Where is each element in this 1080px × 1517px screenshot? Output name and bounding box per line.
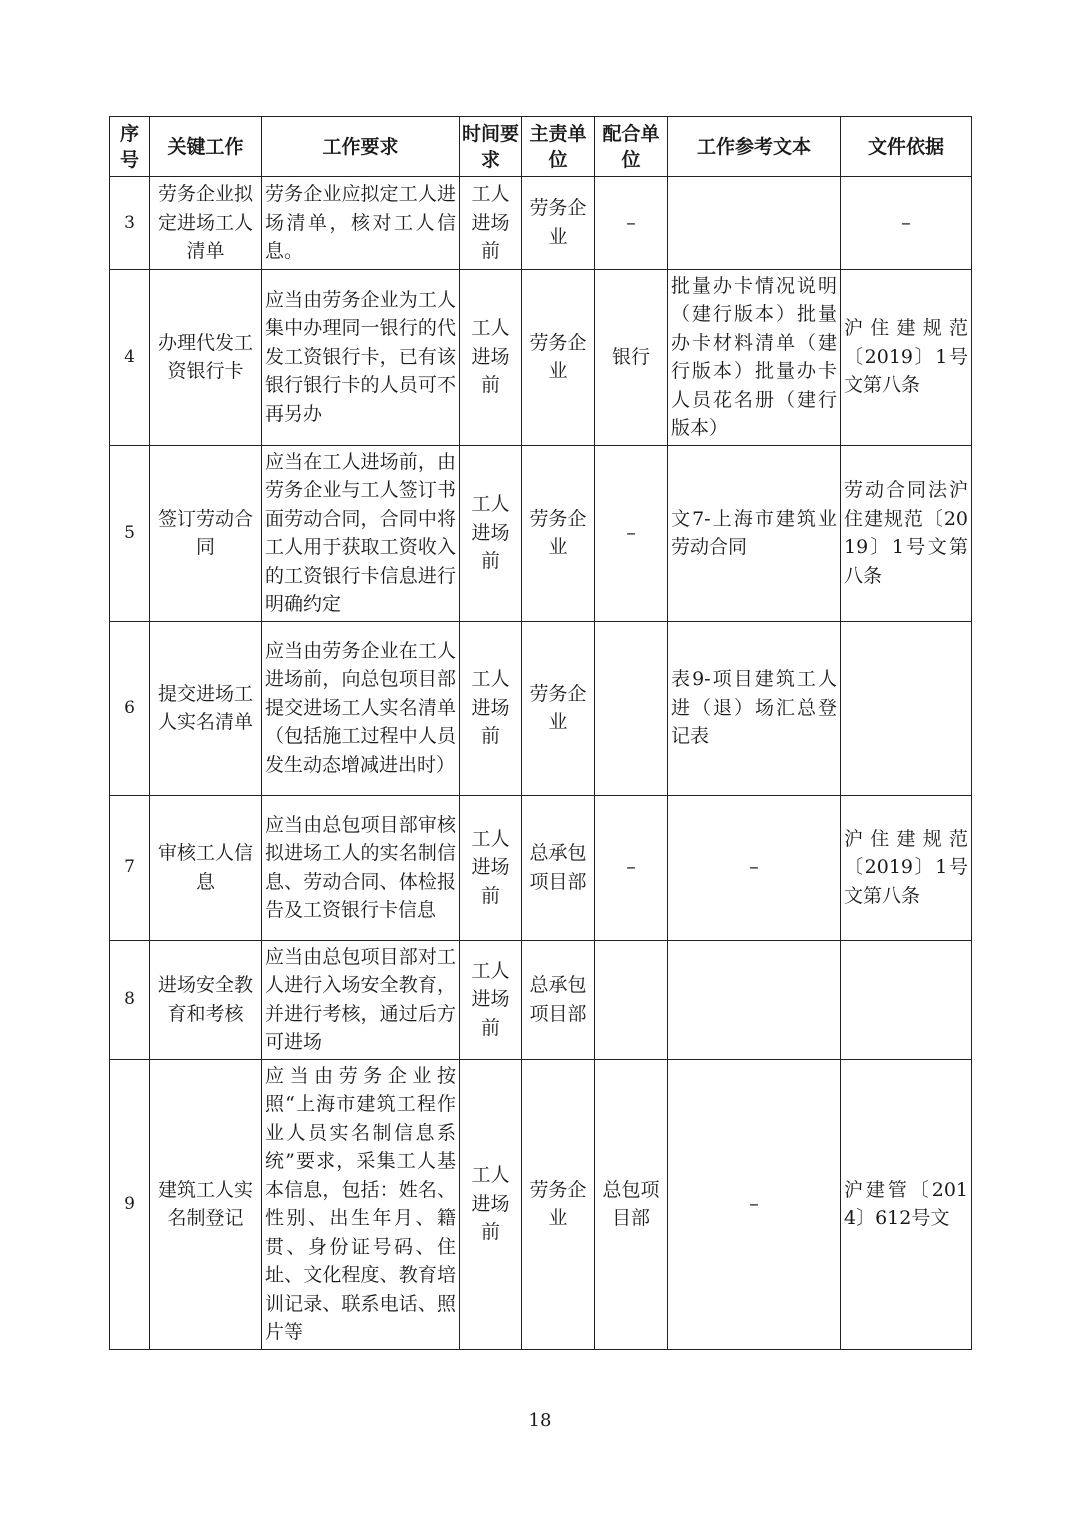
cell-lead: 总承包项目部 xyxy=(522,940,595,1059)
cell-basis: 沪住建规范〔2019〕1号文第八条 xyxy=(841,269,972,445)
cell-requirement: 应当由劳务企业在工人进场前，向总包项目部提交进场工人实名清单（包括施工过程中人员发生动态增减进出时） xyxy=(262,621,460,795)
cell-time: 工人进场前 xyxy=(460,940,522,1059)
header-row xyxy=(110,117,972,177)
table-row xyxy=(110,177,972,270)
cell-lead: 劳务企业 xyxy=(522,177,595,270)
cell-seq: 8 xyxy=(110,940,150,1059)
header-time: 时间要求 xyxy=(460,117,522,177)
cell-work: 办理代发工资银行卡 xyxy=(150,269,262,445)
cell-coop: – xyxy=(595,177,668,270)
cell-basis xyxy=(841,940,972,1059)
cell-requirement: 劳务企业应拟定工人进场清单，核对工人信息。 xyxy=(262,177,460,270)
cell-coop: 银行 xyxy=(595,269,668,445)
cell-time: 工人进场前 xyxy=(460,269,522,445)
cell-reference: – xyxy=(668,795,841,940)
cell-requirement: 应当由总包项目部审核拟进场工人的实名制信息、劳动合同、体检报告及工资银行卡信息 xyxy=(262,795,460,940)
cell-reference xyxy=(668,940,841,1059)
cell-time: 工人进场前 xyxy=(460,621,522,795)
cell-coop xyxy=(595,940,668,1059)
cell-basis xyxy=(841,621,972,795)
cell-time: 工人进场前 xyxy=(460,445,522,621)
cell-work: 建筑工人实名制登记 xyxy=(150,1059,262,1349)
cell-work: 审核工人信息 xyxy=(150,795,262,940)
table-row xyxy=(110,1059,972,1349)
cell-requirement: 应当在工人进场前，由劳务企业与工人签订书面劳动合同，合同中将工人用于获取工资收入的工资银行卡信息进行明确约定 xyxy=(262,445,460,621)
cell-time: 工人进场前 xyxy=(460,177,522,270)
table-row xyxy=(110,940,972,1059)
cell-lead: 劳务企业 xyxy=(522,269,595,445)
table-row xyxy=(110,621,972,795)
cell-work: 签订劳动合同 xyxy=(150,445,262,621)
cell-lead: 劳务企业 xyxy=(522,1059,595,1349)
cell-requirement: 应当由劳务企业按照“上海市建筑工程作业人员实名制信息系统”要求，采集工人基本信息，包括：姓名、性别、出生年月、籍贯、身份证号码、住址、文化程度、教育培训记录、联系电话、照片等 xyxy=(262,1059,460,1349)
header-requirement: 工作要求 xyxy=(262,117,460,177)
cell-seq: 7 xyxy=(110,795,150,940)
cell-coop xyxy=(595,621,668,795)
cell-requirement: 应当由总包项目部对工人进行入场安全教育，并进行考核，通过后方可进场 xyxy=(262,940,460,1059)
cell-work: 提交进场工人实名清单 xyxy=(150,621,262,795)
table-row xyxy=(110,795,972,940)
header-coop: 配合单位 xyxy=(595,117,668,177)
cell-lead: 劳务企业 xyxy=(522,445,595,621)
page-number: 18 xyxy=(528,1410,552,1431)
cell-reference xyxy=(668,177,841,270)
cell-seq: 5 xyxy=(110,445,150,621)
cell-basis: 沪住建规范〔2019〕1号文第八条 xyxy=(841,795,972,940)
table-row xyxy=(110,445,972,621)
cell-coop: – xyxy=(595,445,668,621)
cell-work: 劳务企业拟定进场工人清单 xyxy=(150,177,262,270)
cell-reference: 文7-上海市建筑业劳动合同 xyxy=(668,445,841,621)
cell-reference: 批量办卡情况说明（建行版本）批量办卡材料清单（建行版本）批量办卡人员花名册（建行版本） xyxy=(668,269,841,445)
cell-lead: 总承包项目部 xyxy=(522,795,595,940)
cell-requirement: 应当由劳务企业为工人集中办理同一银行的代发工资银行卡，已有该银行银行卡的人员可不再另办 xyxy=(262,269,460,445)
cell-time: 工人进场前 xyxy=(460,795,522,940)
cell-reference: 表9-项目建筑工人进（退）场汇总登记表 xyxy=(668,621,841,795)
cell-seq: 6 xyxy=(110,621,150,795)
header-work: 关键工作 xyxy=(150,117,262,177)
header-basis: 文件依据 xyxy=(841,117,972,177)
cell-seq: 4 xyxy=(110,269,150,445)
cell-time: 工人进场前 xyxy=(460,1059,522,1349)
header-lead: 主责单位 xyxy=(522,117,595,177)
requirements-table xyxy=(109,116,972,1350)
cell-coop: 总包项目部 xyxy=(595,1059,668,1349)
cell-lead: 劳务企业 xyxy=(522,621,595,795)
table-row xyxy=(110,269,972,445)
cell-reference: – xyxy=(668,1059,841,1349)
cell-basis: 沪建管〔2014〕612号文 xyxy=(841,1059,972,1349)
header-reference: 工作参考文本 xyxy=(668,117,841,177)
cell-basis: 劳动合同法沪住建规范〔2019〕1号文第八条 xyxy=(841,445,972,621)
cell-coop: – xyxy=(595,795,668,940)
cell-seq: 9 xyxy=(110,1059,150,1349)
header-seq: 序号 xyxy=(110,117,150,177)
cell-basis: – xyxy=(841,177,972,270)
cell-seq: 3 xyxy=(110,177,150,270)
cell-work: 进场安全教育和考核 xyxy=(150,940,262,1059)
